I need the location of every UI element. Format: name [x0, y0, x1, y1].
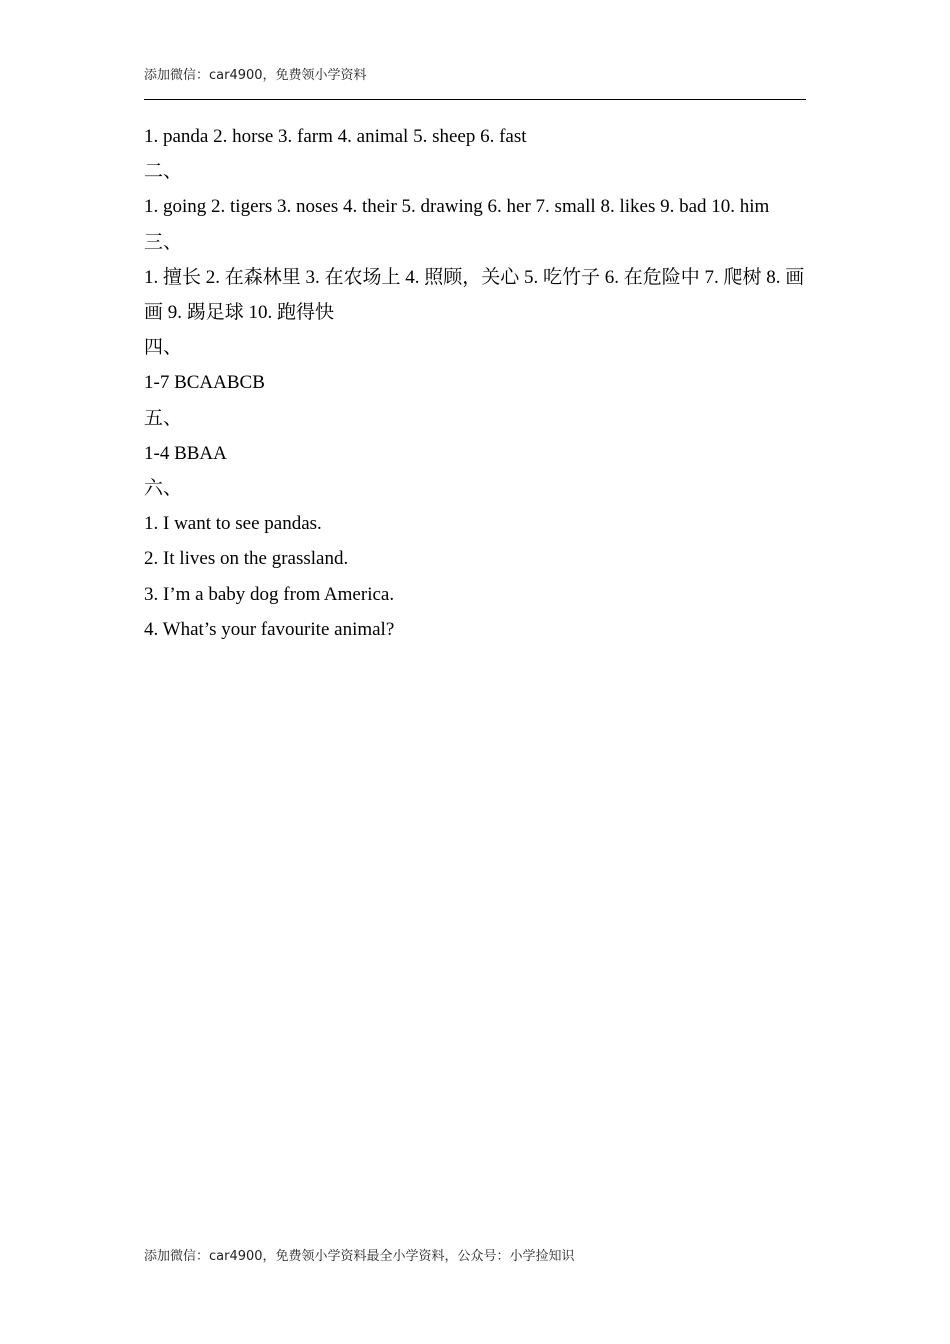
page-header: 添加微信：car4900，免费领小学资料	[144, 68, 367, 83]
page-footer: 添加微信：car4900，免费领小学资料最全小学资料，公众号：小学捡知识	[144, 1249, 575, 1264]
answer-line-part4: 1-7 BCAABCB	[144, 372, 265, 394]
section-heading-5: 五、	[144, 407, 183, 429]
answer-line-part1: 1. panda 2. horse 3. farm 4. animal 5. sheep 6. fast	[144, 126, 527, 147]
answer-line-part2: 1. going 2. tigers 3. noses 4. their 5. drawing 6. her 7. small 8. likes 9. bad 10. him	[144, 196, 770, 218]
section-heading-3: 三、	[144, 231, 183, 253]
answer-sentence-2: 2. It lives on the grassland.	[144, 548, 349, 570]
answer-content	[144, 119, 808, 647]
answer-sentence-4: 4. What’s your favourite animal?	[144, 618, 395, 640]
section-heading-4: 四、	[144, 337, 183, 359]
answer-line-part5: 1-4 BBAA	[144, 442, 227, 464]
header-divider	[144, 99, 806, 100]
answer-sentence-1: 1. I want to see pandas.	[144, 513, 322, 535]
section-heading-2: 二、	[144, 161, 183, 183]
answer-line-part3: 1. 擅长 2. 在森林里 3. 在农场上 4. 照顾，关心 5. 吃竹子 6. 在危险中 7. 爬树 8. 画画 9. 踢足球 10. 跑得快	[144, 266, 805, 324]
answer-sentence-3: 3. I’m a baby dog from America.	[144, 583, 395, 605]
section-heading-6: 六、	[144, 478, 183, 500]
